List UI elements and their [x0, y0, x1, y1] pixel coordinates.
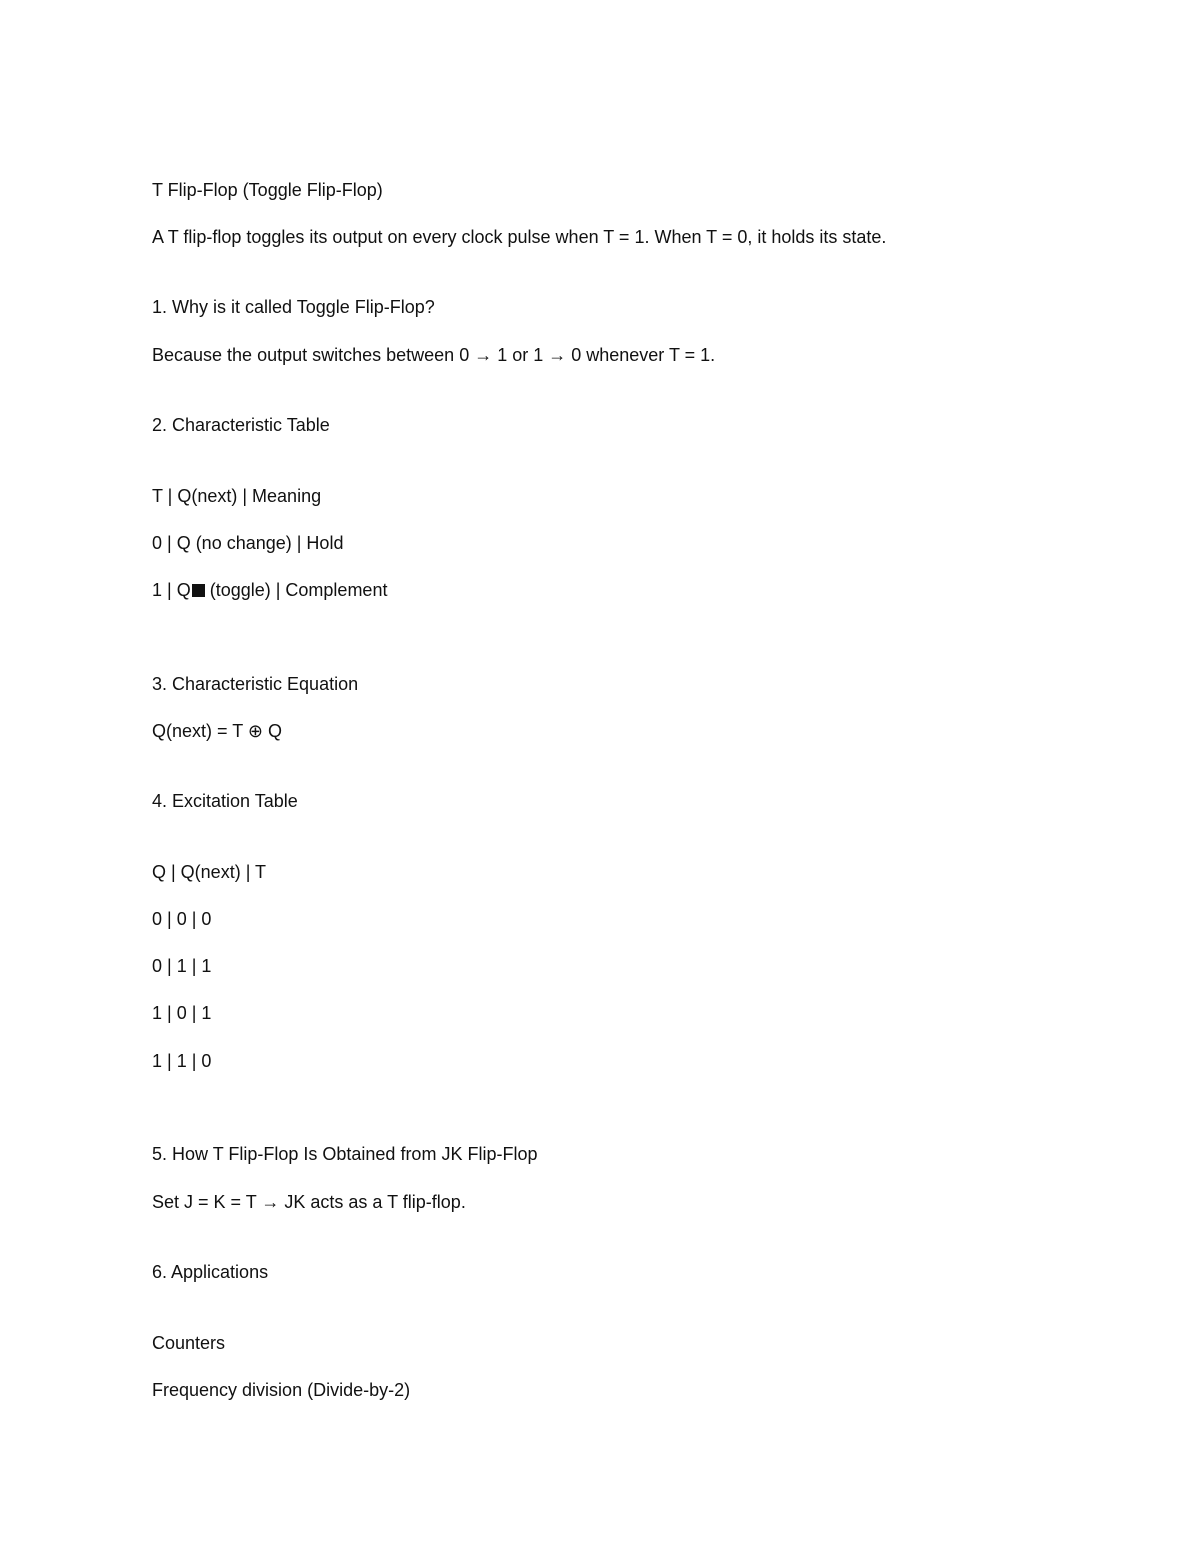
- table-header: T | Q(next) | Meaning: [152, 486, 322, 506]
- section-text: Because the output switches between 0 → 1 or 1 → 0 whenever T = 1.: [152, 345, 716, 365]
- table-row: 1 | 1 | 0: [152, 1051, 212, 1071]
- section-heading: 1. Why is it called Toggle Flip-Flop?: [152, 297, 435, 317]
- table-header: Q | Q(next) | T: [152, 862, 267, 882]
- row-text: 1 | Q: [152, 580, 191, 600]
- section-heading: 5. How T Flip-Flop Is Obtained from JK Flip-Flop: [152, 1144, 538, 1164]
- equation: Q(next) = T ⊕ Q: [152, 721, 282, 741]
- row-text: (toggle) | Complement: [204, 580, 388, 600]
- list-item: Counters: [152, 1333, 226, 1353]
- section-heading: 6. Applications: [152, 1262, 269, 1282]
- document-title: T Flip-Flop (Toggle Flip-Flop): [152, 180, 383, 200]
- list-item: Frequency division (Divide-by-2): [152, 1380, 411, 1400]
- missing-glyph-box-icon: [192, 584, 205, 597]
- section-heading: 2. Characteristic Table: [152, 415, 330, 435]
- table-row: [152, 579, 387, 601]
- section-heading: 4. Excitation Table: [152, 791, 298, 811]
- section-heading: 3. Characteristic Equation: [152, 674, 359, 694]
- table-row: 0 | 1 | 1: [152, 956, 212, 976]
- intro-paragraph: A T flip-flop toggles its output on every clock pulse when T = 1. When T = 0, it holds its state.: [152, 227, 887, 247]
- section-text: Set J = K = T → JK acts as a T flip-flop.: [152, 1192, 466, 1212]
- table-row: 0 | Q (no change) | Hold: [152, 533, 344, 553]
- table-row: 0 | 0 | 0: [152, 909, 212, 929]
- table-row: 1 | 0 | 1: [152, 1003, 212, 1023]
